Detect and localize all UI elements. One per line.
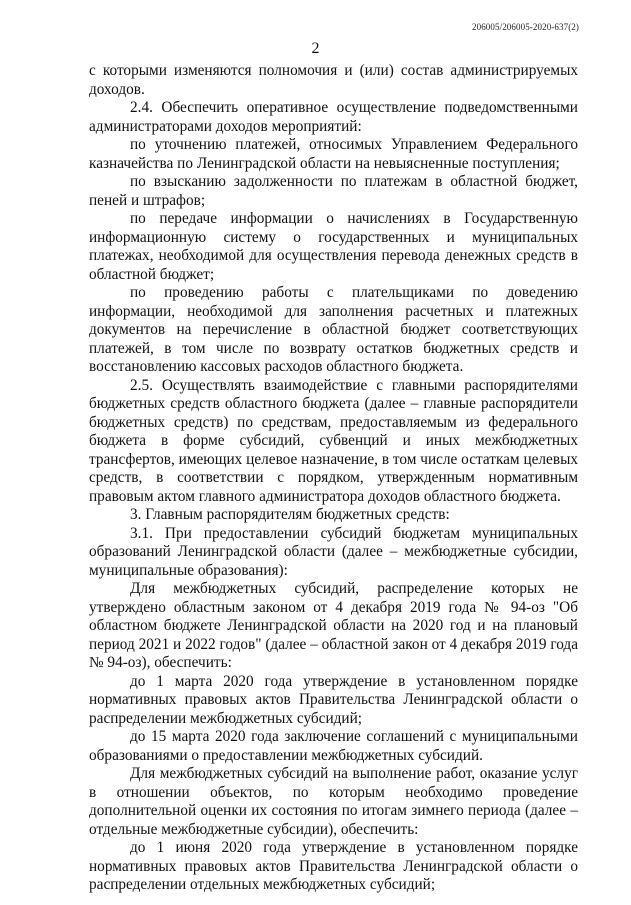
paragraph: 2.4. Обеспечить оперативное осуществление подведомственными администраторами доходов мероприятий: [89,99,578,135]
paragraph: с которыми изменяются полномочия и (или) состав администрируемых доходов. [89,62,578,98]
paragraph: по передаче информации о начислениях в Государственную информационную систему о государственных и муниципальных платежах, необходимой для осуществления перевода денежных средств в областной бюджет; [89,210,578,283]
paragraph: 2.5. Осуществлять взаимодействие с главными распорядителями бюджетных средств областного бюджета (далее – главные распорядители бюджетных средств) по средствам, предоставляемым из федерального бюджета в форме субсидий, субвенций и иных межбюджетных трансфертов, имеющих целевое назначение, в том числе остаткам целевых средств, в соответствии с порядком, утвержденным нормативным правовым актом главного администратора доходов областного бюджета. [89,376,578,505]
paragraph: по взысканию задолженности по платежам в областной бюджет, пеней и штрафов; [89,173,578,209]
paragraph: по проведению работы с плательщиками по доведению информации, необходимой для заполнения расчетных и платежных документов на перечисление в областной бюджет соответствующих платежей, в том числе по возврату остатков бюджетных средств и восстановлению кассовых расходов областного бюджета. [89,284,578,375]
document-body [89,62,578,895]
paragraph: до 15 марта 2020 года заключение соглашений с муниципальными образованиями о предоставлении межбюджетных субсидий. [89,728,578,764]
paragraph: по уточнению платежей, относимых Управлением Федерального казначейства по Ленинградской области на невыясненные поступления; [89,136,578,172]
document-id: 206005/206005-2020-637(2) [472,22,579,32]
paragraph: до 1 июня 2020 года утверждение в установленном порядке нормативных правовых актов Правительства Ленинградской области о распределении отдельных межбюджетных субсидий; [89,839,578,893]
paragraph: 3. Главным распорядителям бюджетных средств: [130,506,450,523]
paragraph: до 1 марта 2020 года утверждение в установленном порядке нормативных правовых актов Правительства Ленинградской области о распределении межбюджетных субсидий; [89,672,578,727]
page-number: 2 [311,40,320,57]
paragraph: Для межбюджетных субсидий, распределение которых не утверждено областным законом от 4 декабря 2019 года № 94-оз "Об областном бюджете Ленинградской области на 2020 год и на плановый период 2021 и 2022 годов" (далее – областной закон от 4 декабря 2019 года № 94-оз), обеспечить: [89,580,578,671]
paragraph: Для межбюджетных субсидий на выполнение работ, оказание услуг в отношении объектов, по которым необходимо проведение дополнительной оценки их состояния по итогам зимнего периода (далее – отдельные межбюджетные субсидии), обеспечить: [89,765,578,838]
paragraph: 3.1. При предоставлении субсидий бюджетам муниципальных образований Ленинградской области (далее – межбюджетные субсидии, муниципальные образования): [89,524,578,579]
